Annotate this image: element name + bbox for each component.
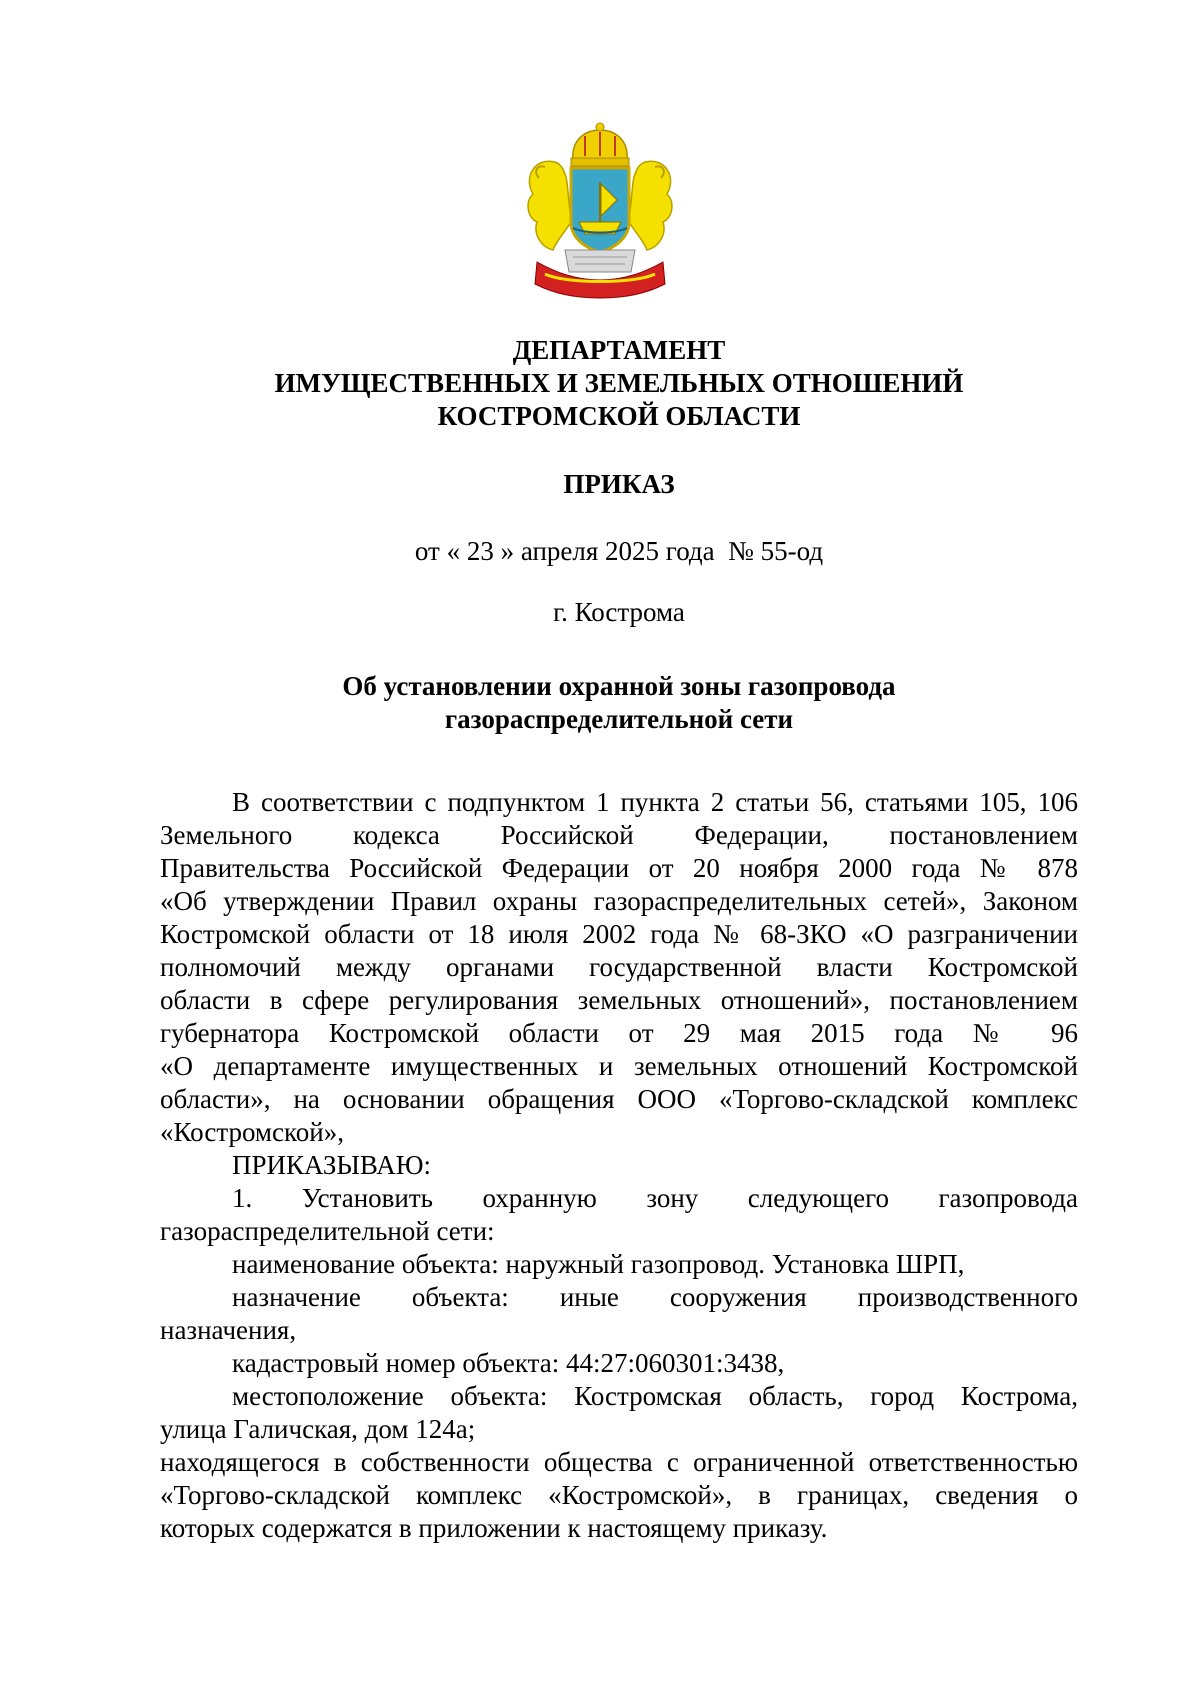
body-line: Правительства Российской Федерации от 20 ноября 2000 года № 878	[160, 853, 1078, 883]
order-word: ПРИКАЗЫВАЮ:	[232, 1150, 431, 1180]
body-line: области в сфере регулирования земельных отношений», постановлением	[160, 985, 1078, 1015]
location-line: местоположение объекта: Костромская область, город Кострома,	[232, 1381, 1078, 1411]
body-line: «О департаменте имущественных и земельных отношений Костромской	[160, 1051, 1078, 1081]
body-line: В соответствии с подпунктом 1 пункта 2 статьи 56, статьями 105, 106	[232, 787, 1078, 817]
purpose-line: назначения,	[160, 1315, 297, 1345]
cadastral-number-line: кадастровый номер объекта: 44:27:060301:3438,	[232, 1348, 785, 1378]
city-line: г. Кострома	[553, 597, 685, 627]
document-title	[160, 670, 1078, 736]
ownership-line: которых содержатся в приложении к настоящему приказу.	[160, 1513, 828, 1543]
body-line: области», на основании обращения ООО «Торгово-складской комплекс	[160, 1084, 1078, 1114]
document-type: ПРИКАЗ	[563, 469, 675, 499]
body-line: Костромской области от 18 июля 2002 года № 68-ЗКО «О разграничении	[160, 919, 1078, 949]
title-line-2: газораспределительной сети	[444, 704, 794, 734]
body-line: «Костромской»,	[160, 1117, 344, 1147]
header-line-3: КОСТРОМСКОЙ ОБЛАСТИ	[437, 401, 801, 431]
ownership-line: «Торгово-складской комплекс «Костромской», в границах, сведения о	[160, 1480, 1078, 1510]
body-line: губернатора Костромской области от 29 мая 2015 года № 96	[160, 1018, 1078, 1048]
header-line-2: ИМУЩЕСТВЕННЫХ И ЗЕМЕЛЬНЫХ ОТНОШЕНИЙ	[274, 368, 964, 398]
header-line-1: ДЕПАРТАМЕНТ	[512, 335, 726, 365]
purpose-line: назначение объекта: иные сооружения производственного	[232, 1282, 1078, 1312]
body-line: Земельного кодекса Российской Федерации, постановлением	[160, 820, 1078, 850]
item-1-line: газораспределительной сети:	[160, 1216, 495, 1246]
kostroma-coat-of-arms-icon	[515, 122, 685, 302]
object-name-line: наименование объекта: наружный газопровод. Установка ШРП,	[232, 1249, 965, 1279]
ownership-line: находящегося в собственности общества с ограниченной ответственностью	[160, 1447, 1078, 1477]
document-body	[160, 786, 1078, 1545]
body-line: полномочий между органами государственной власти Костромской	[160, 952, 1078, 982]
location-line: улица Галичская, дом 124а;	[160, 1414, 476, 1444]
body-line: «Об утверждении Правил охраны газораспределительных сетей», Законом	[160, 886, 1078, 916]
date-number-line: от « 23 » апреля 2025 года № 55-од	[414, 536, 824, 566]
department-header	[160, 334, 1078, 433]
item-1-line: 1. Установить охранную зону следующего газопровода	[232, 1183, 1078, 1213]
title-line-1: Об установлении охранной зоны газопровода	[342, 671, 896, 701]
